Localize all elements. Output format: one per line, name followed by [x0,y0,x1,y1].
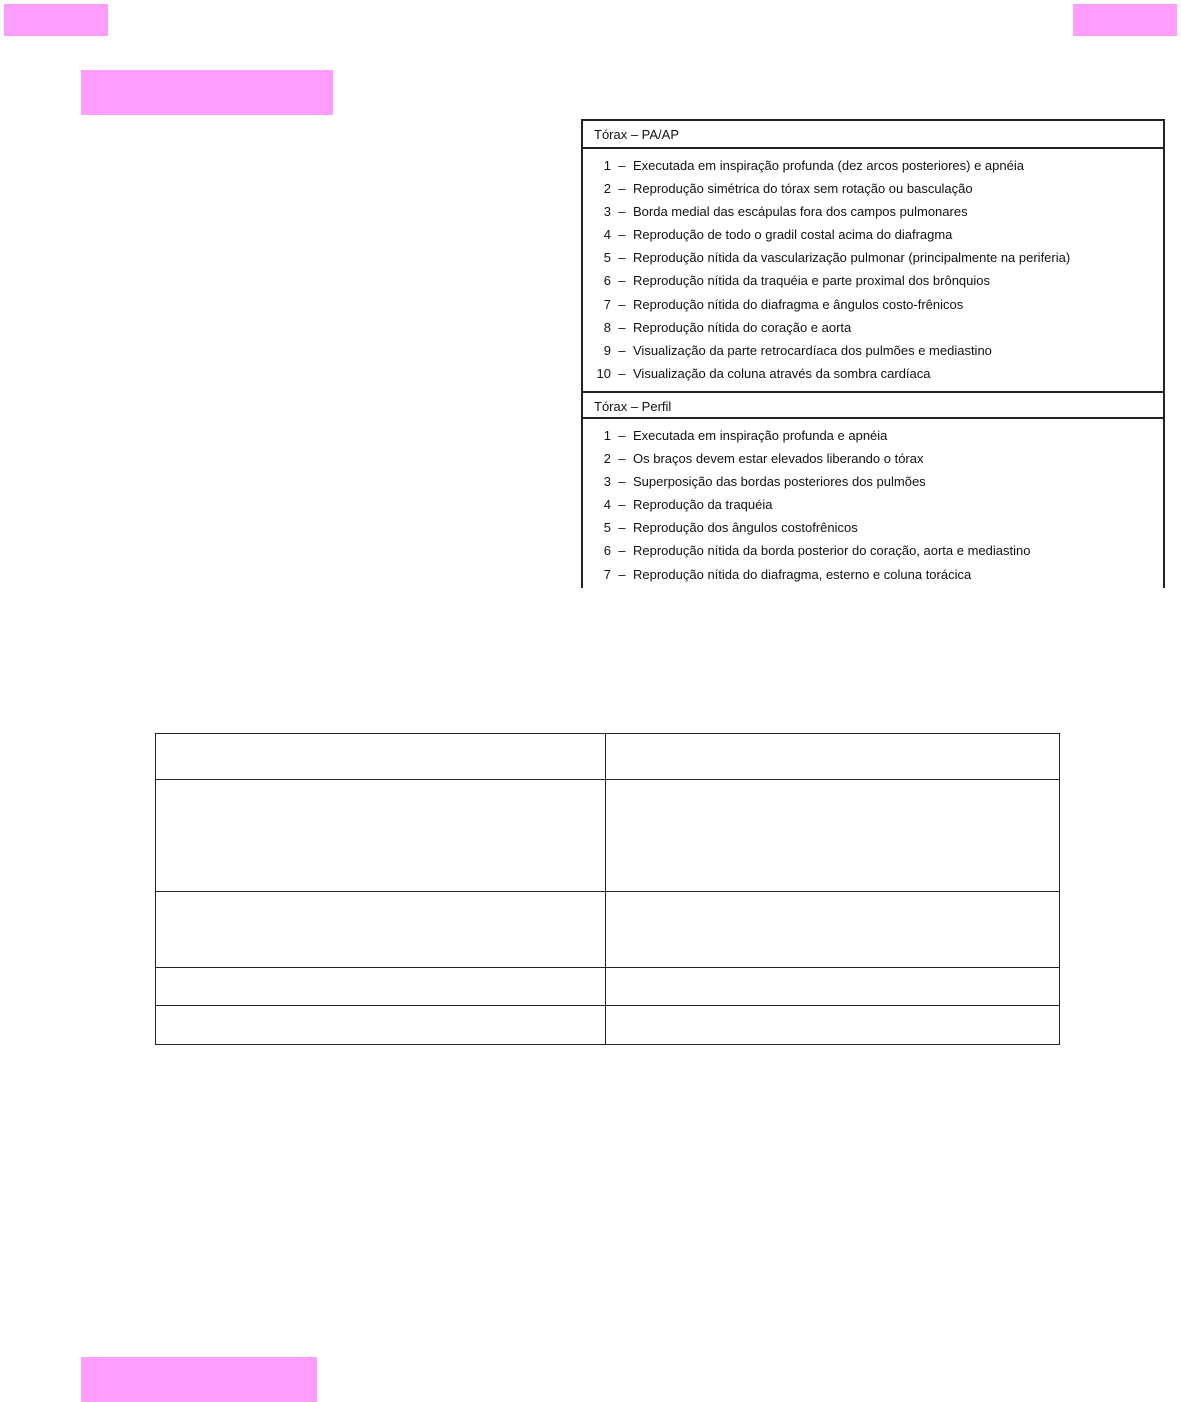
criteria-item-number: 6 [603,543,611,559]
criteria-list-pa-ap [583,149,1163,389]
criteria-item-text: Reprodução dos ângulos costofrênicos [633,520,858,536]
criteria-item-text: Executada em inspiração profunda (dez arcos posteriores) e apnéia [633,158,1024,173]
criteria-item [583,563,1163,586]
criteria-item-dash: – [618,451,626,467]
table-cell [156,1006,606,1045]
criteria-item-number: 3 [603,204,611,220]
criteria-item [583,447,1163,470]
criteria-item-dash: – [618,342,626,358]
table-row [156,968,1060,1006]
table-cell [605,968,1060,1006]
table-row [156,780,1060,892]
section-heading-pa-ap: Tórax – PA/AP [583,121,1163,149]
chest-radiograph-criteria-figure [581,119,1165,588]
criteria-item [583,362,1163,385]
criteria-item [583,516,1163,539]
criteria-item [583,269,1163,292]
table-cell [156,780,606,892]
criteria-item-dash: – [618,365,626,381]
table-cell [605,734,1060,780]
criteria-item-dash: – [618,250,626,266]
criteria-item-number: 7 [603,566,611,582]
redacted-header-right [1073,4,1177,36]
criteria-item [583,493,1163,516]
redacted-header-left [4,4,108,36]
criteria-item [583,539,1163,562]
criteria-item [583,293,1163,316]
criteria-item-text: Visualização da parte retrocardíaca dos pulmões e mediastino [633,342,992,358]
criteria-item [583,470,1163,493]
criteria-item [583,177,1163,200]
section-heading-perfil: Tórax – Perfil [583,391,1163,419]
criteria-item-number: 9 [603,342,611,358]
criteria-item-text: Visualização da coluna através da sombra cardíaca [633,365,931,381]
table-cell [605,892,1060,968]
criteria-item-dash: – [618,273,626,289]
criteria-item-number: 2 [603,451,611,467]
criteria-item-text: Reprodução nítida do diafragma e ângulos costo-frênicos [633,296,964,312]
criteria-item-dash: – [618,204,626,220]
criteria-item [583,223,1163,246]
criteria-item-dash: – [618,296,626,312]
criteria-item-number: 7 [603,296,611,312]
blank-table [155,733,1060,1045]
criteria-item-number: 1 [603,427,611,443]
table-cell [156,968,606,1006]
criteria-item-text: Reprodução simétrica do tórax sem rotação ou basculação [633,181,973,197]
table-cell [156,892,606,968]
criteria-item [583,200,1163,223]
criteria-item-dash: – [618,543,626,559]
criteria-item-dash: – [618,520,626,536]
criteria-item-text: Borda medial das escápulas fora dos campos pulmonares [633,204,968,220]
criteria-item-number: 2 [603,181,611,197]
criteria-item-text: Executada em inspiração profunda e apnéia [633,427,888,443]
criteria-item-number: 4 [603,227,611,243]
table-cell [605,780,1060,892]
criteria-item-number: 3 [603,474,611,490]
criteria-item-text: Reprodução de todo o gradil costal acima do diafragma [633,227,953,243]
criteria-item-text: Os braços devem estar elevados liberando o tórax [633,451,924,467]
criteria-item-text: Reprodução nítida do diafragma, esterno e coluna torácica [633,566,972,582]
table-row [156,734,1060,780]
criteria-item-dash: – [618,497,626,513]
criteria-list-perfil [583,419,1163,588]
criteria-item-text: Reprodução nítida da borda posterior do coração, aorta e mediastino [633,543,1031,559]
table-cell [605,1006,1060,1045]
redacted-footer [81,1357,317,1402]
criteria-item-number: 5 [603,250,611,266]
criteria-item-dash: – [618,181,626,197]
criteria-item-number: 4 [603,497,611,513]
table-row [156,892,1060,968]
criteria-item-dash: – [618,319,626,335]
criteria-item-number: 1 [603,158,611,173]
table-cell [156,734,606,780]
criteria-item-number: 8 [603,319,611,335]
criteria-item [583,246,1163,269]
table-row [156,1006,1060,1045]
criteria-item-number: 6 [603,273,611,289]
criteria-item-number: 5 [603,520,611,536]
criteria-item-text: Reprodução da traquéia [633,497,773,513]
criteria-item-text: Reprodução nítida da vascularização pulmonar (principalmente na periferia) [633,250,1071,266]
criteria-item-dash: – [618,158,626,173]
criteria-item [583,316,1163,339]
criteria-item-dash: – [618,566,626,582]
criteria-item-dash: – [618,427,626,443]
criteria-item [583,424,1163,447]
criteria-item-dash: – [618,227,626,243]
criteria-item-number: 10 [596,365,611,381]
criteria-item-dash: – [618,474,626,490]
criteria-item-text: Superposição das bordas posteriores dos pulmões [633,474,926,490]
criteria-item [583,154,1163,177]
redacted-section-title [81,70,333,115]
criteria-item-text: Reprodução nítida da traquéia e parte proximal dos brônquios [633,273,991,289]
criteria-item-text: Reprodução nítida do coração e aorta [633,319,852,335]
criteria-item [583,339,1163,362]
